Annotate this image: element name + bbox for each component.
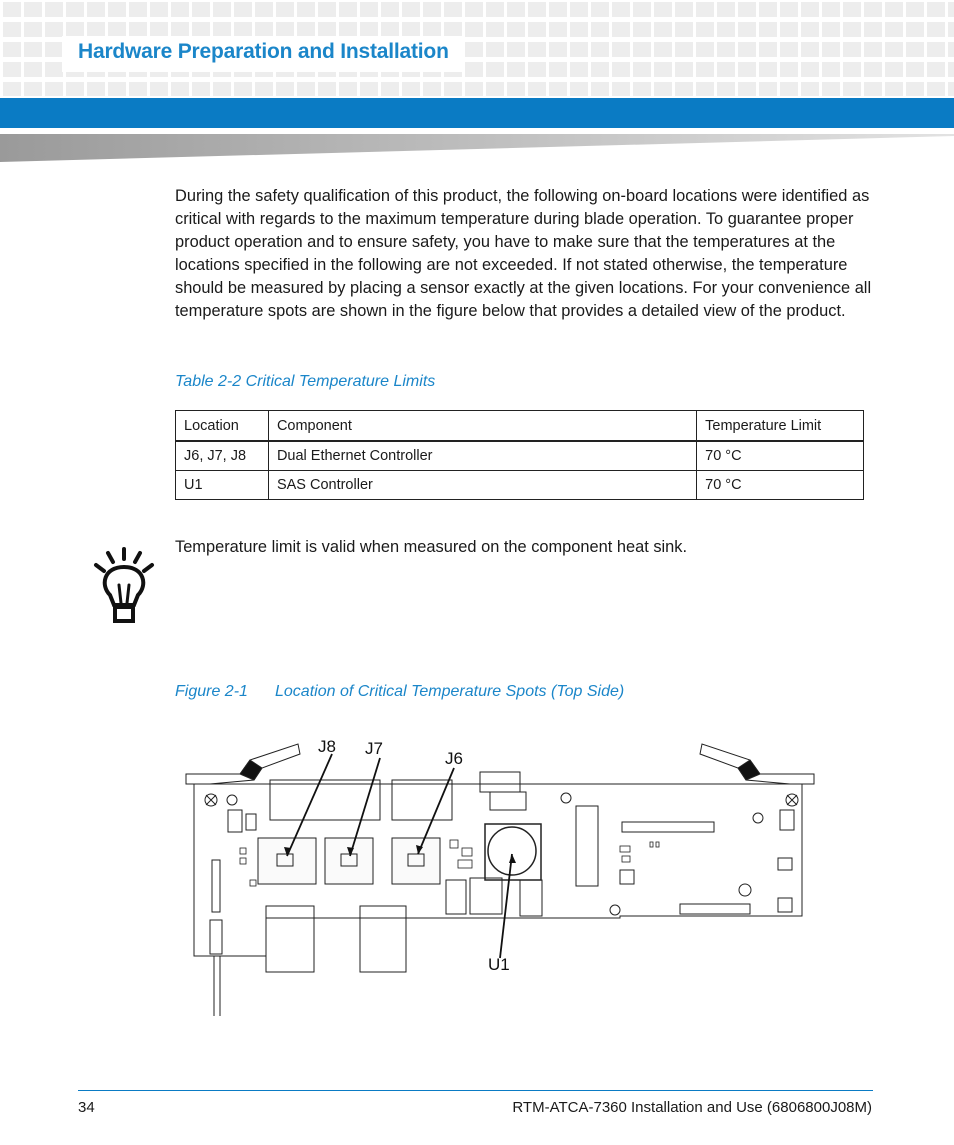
cell-component: Dual Ethernet Controller — [268, 441, 696, 471]
critical-temperature-table — [175, 410, 864, 500]
document-title: RTM-ATCA-7360 Installation and Use (6806800J08M) — [512, 1099, 872, 1116]
note-text: Temperature limit is valid when measured on the component heat sink. — [175, 538, 688, 556]
table-caption: Table 2-2 Critical Temperature Limits — [175, 373, 436, 390]
header-blue-bar — [0, 98, 954, 128]
table-header-row — [176, 411, 864, 442]
cell-location: J6, J7, J8 — [176, 441, 269, 471]
page-number: 34 — [78, 1099, 95, 1116]
label-u1: U1 — [488, 955, 510, 974]
table-row — [176, 471, 864, 500]
label-j8: J8 — [318, 737, 336, 756]
header-grey-wedge — [0, 128, 954, 164]
cell-component: SAS Controller — [268, 471, 696, 500]
intro-paragraph: During the safety qualification of this product, the following on-board locations were identified as critical with regards to the maximum temperature during blade operation. To guarantee proper product operation and to ensure safety, you have to make sure that the temperatures at the locations specified in the following are not exceeded. If not stated otherwise, the temperature should be measured by placing a sensor exactly at the given locations. For your convenience all temperature spots are shown in the figure below that provides a detailed view of the product. — [175, 187, 872, 320]
header-temperature-limit: Temperature Limit — [697, 411, 864, 442]
figure-caption — [175, 683, 624, 701]
board-diagram — [180, 730, 820, 1030]
table-row — [176, 441, 864, 471]
label-j7: J7 — [365, 739, 383, 758]
footer-rule — [78, 1090, 873, 1091]
lightbulb-icon — [92, 545, 156, 629]
cell-temperature-limit: 70 °C — [697, 471, 864, 500]
label-j6: J6 — [445, 749, 463, 768]
cell-location: U1 — [176, 471, 269, 500]
header-location: Location — [176, 411, 269, 442]
figure-title: Location of Critical Temperature Spots (Top Side) — [275, 683, 625, 700]
cell-temperature-limit: 70 °C — [697, 441, 864, 471]
page-title: Hardware Preparation and Installation — [78, 40, 449, 63]
header-component: Component — [268, 411, 696, 442]
figure-number: Figure 2-1 — [175, 683, 248, 700]
